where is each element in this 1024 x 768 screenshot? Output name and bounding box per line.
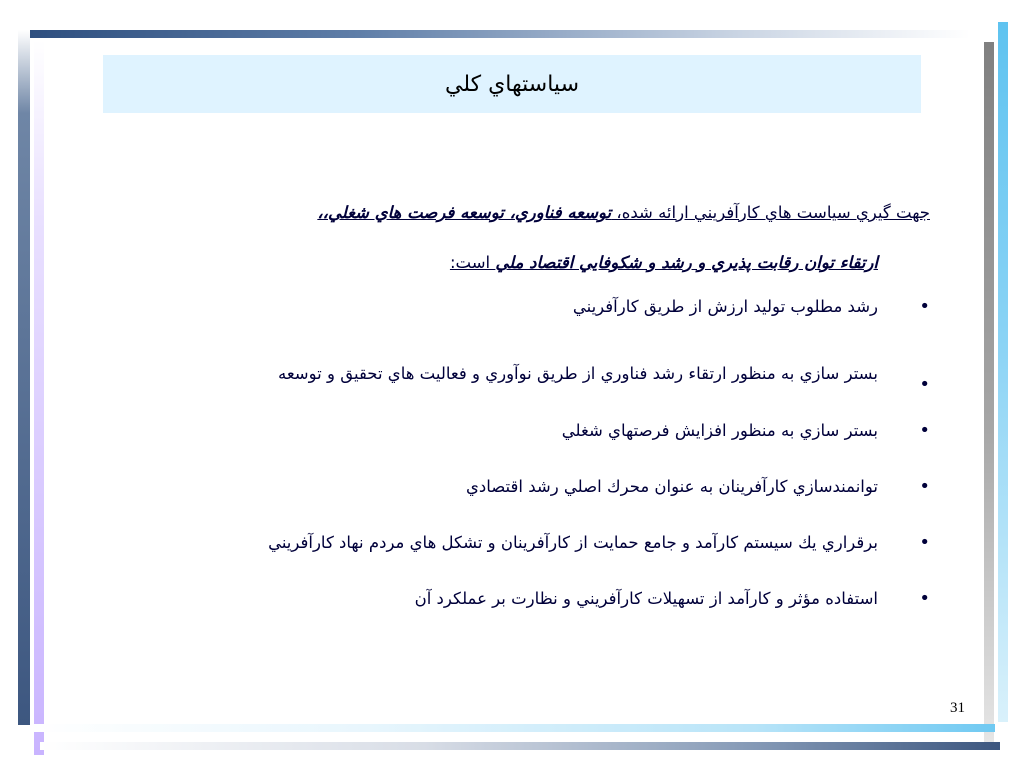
intro-line-2-text: [450, 253, 878, 272]
bullet-item: [80, 528, 930, 558]
bullet-list: [80, 292, 930, 614]
slide-content: [80, 198, 930, 640]
bullet-text: استفاده مؤثر و كارآمد از تسهيلات كارآفريني و نظارت بر عملكرد آن: [414, 589, 878, 608]
decorative-bar-bottom-dark: [40, 742, 1000, 750]
intro-line-1: [80, 198, 930, 228]
intro-line-1-text: [317, 203, 930, 222]
bullet-dot: •: [919, 532, 930, 553]
bullet-item: [80, 472, 930, 502]
bullet-text: توانمندسازي كارآفرينان به عنوان محرك اصلي رشد اقتصادي: [465, 477, 878, 496]
bullet-item: [80, 292, 930, 322]
bullet-text: بستر سازي به منظور افزايش فرصتهاي شغلي: [561, 421, 878, 440]
bullet-dot: •: [919, 476, 930, 497]
page-number: 31: [950, 700, 965, 716]
decorative-bar-left-dark: [18, 30, 30, 725]
bullet-item: [80, 584, 930, 614]
bullet-text: بستر سازي به منظور ارتقاء رشد فناوري از طريق نوآوري و فعاليت هاي تحقيق و توسعه: [278, 364, 878, 383]
bullet-item: [80, 348, 930, 400]
bullet-text: برقراري يك سيستم كارآمد و جامع حمايت از كارآفرينان و تشكل هاي مردم نهاد كارآفريني: [268, 533, 878, 552]
decorative-bar-right-light: [998, 22, 1008, 722]
intro-line-2-emphasis: ارتقاء توان رقابت پذيري و رشد و شكوفايي اقتصاد ملي: [495, 253, 878, 272]
bullet-dot: •: [919, 420, 930, 441]
intro-line-1-emphasis: توسعه فناوري، توسعه فرصت هاي شغلي،،: [317, 203, 612, 222]
intro-line-2-plain: است:: [449, 253, 496, 272]
bullet-item: [80, 416, 930, 446]
intro-line-1-plain: جهت گيري سياست هاي كارآفريني ارائه شده،: [611, 203, 930, 222]
bullet-dot: •: [919, 588, 930, 609]
decorative-bar-bottom-light: [30, 724, 995, 732]
decorative-bar-left-light: [34, 40, 44, 755]
intro-line-2: [80, 248, 930, 278]
bullet-dot: •: [919, 374, 930, 395]
bullet-dot: •: [919, 296, 930, 317]
slide-title: سیاستهاي کلي: [445, 71, 579, 97]
decorative-bar-right-gray: [984, 42, 994, 742]
decorative-bar-top: [30, 30, 970, 38]
bullet-text: رشد مطلوب توليد ارزش از طريق كارآفريني: [572, 297, 878, 316]
slide-title-box: [103, 55, 921, 113]
